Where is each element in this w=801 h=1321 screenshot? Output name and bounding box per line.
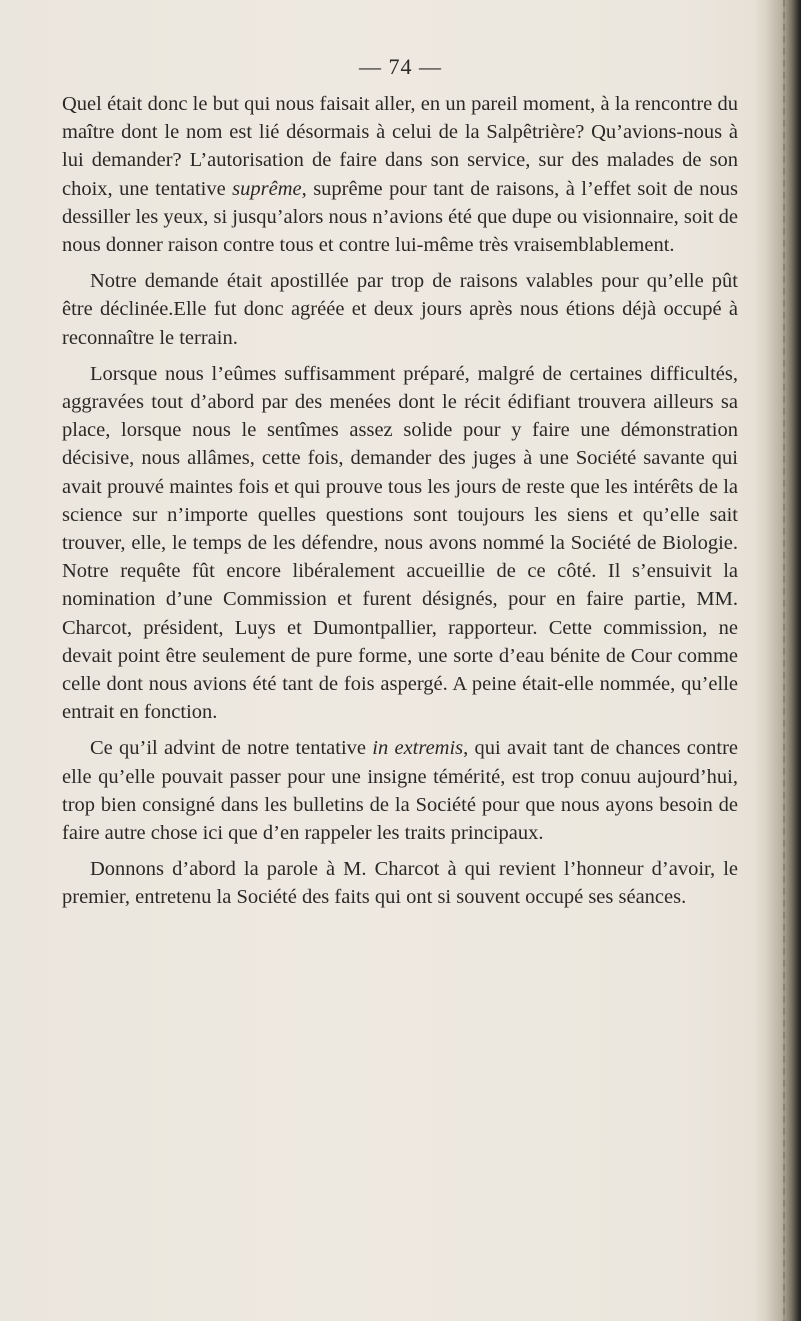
italic-run: in extremis	[372, 737, 464, 760]
paragraph-5	[62, 855, 738, 911]
text-run: Donnons d’abord la parole à M. Charcot à qui revient l’honneur d’avoir, le premier, entretenu la Société des faits qui ont si souvent occupé ses séances.	[62, 858, 738, 909]
text-run: Quel était donc le but qui nous faisait aller, en un pareil moment, à la rencontre du maître dont le nom est lié désormais à celui de la Salpêtrière? Qu’avions-nous à lui demander? L’autorisation de faire dans son service, sur des malades de son choix, une tentative	[62, 93, 738, 200]
paragraph-3	[62, 360, 738, 727]
text-run: Lorsque nous l’eûmes suffisamment préparé, malgré de certaines difficultés, aggravées tout d’abord par des menées dont le récit édifiant trouvera ailleurs sa place, lorsque nous le sentîmes assez solide pour y faire une démonstration décisive, nous allâmes, cette fois, demander des juges à une Société savante qui avait prouvé maintes fois et qui prouve tous les jours de reste que les intérêts de la science sur n’importe quelles questions sont toujours les siens et qu’elle sait trouver, elle, le temps de les défendre, nous avons nommé la Société de Biologie. Notre requête fût encore libéralement accueillie de ce côté. Il s’ensuivit la nomination d’une Commission et furent désignés, pour en faire partie, MM. Charcot, président, Luys et Dumontpallier, rapporteur. Cette commission, ne devait point être seulement de pure forme, une sorte d’eau bénite de Cour comme celle dont nous avions été tant de fois aspergé. A peine était-elle nommée, qu’elle entrait en fonction.	[62, 362, 738, 724]
text-run: , qui avait tant de chances contre elle qu’elle pouvait passer pour une insigne témérité, est trop conuu aujourd’hui, trop bien consigné dans les bulletins de la Société pour que nous ayons besoin de faire autre chose ici que d’en rappeler les traits principaux.	[62, 737, 739, 845]
body-text	[62, 90, 738, 920]
paragraph-4	[62, 734, 738, 847]
italic-run: suprême	[232, 177, 302, 200]
paragraph-2	[62, 267, 738, 352]
text-run: Notre demande était apostillée par trop de raisons valables pour qu’elle pût être déclinée.Elle fut donc agréée et deux jours après nous étions déjà occupé à reconnaître le terrain.	[62, 270, 738, 349]
text-run: , suprême pour tant de raisons, à l’effet soit de nous dessiller les yeux, si jusqu’alors nous n’avions été que dupe ou visionnaire, soit de nous donner raison contre tous et contre lui-même très vraisemblablement.	[62, 177, 738, 257]
text-run: Ce qu’il advint de notre tentative	[90, 737, 373, 760]
page-number: — 74 —	[359, 54, 442, 79]
page-binding-shadow	[753, 0, 801, 1321]
paragraph-1	[62, 90, 738, 259]
